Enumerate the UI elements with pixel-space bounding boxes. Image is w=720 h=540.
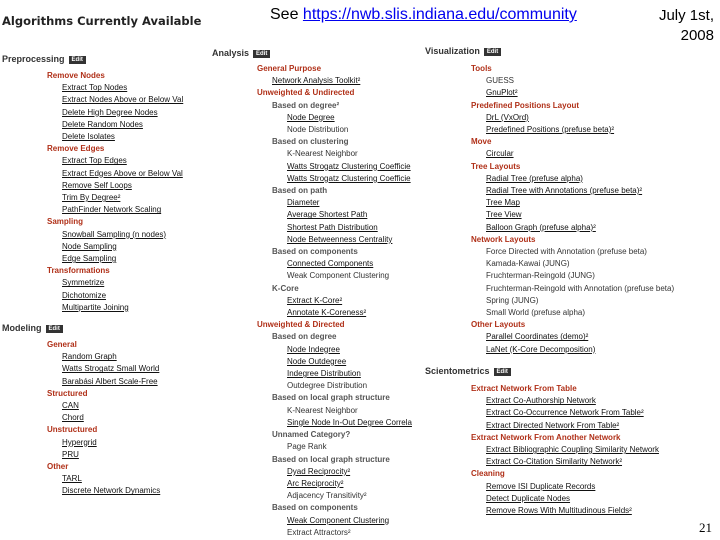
algorithm-item[interactable]: Extract Top Edges [62,156,127,166]
section-visualization [425,46,501,56]
slide-number: 21 [699,520,712,535]
algorithm-item[interactable]: Extract Co-Authorship Network [486,396,596,406]
algorithm-item[interactable]: Dyad Reciprocity² [287,466,351,476]
algorithm-item[interactable]: Node Indegree [287,344,340,354]
algorithm-item[interactable]: Delete High Degree Nodes [62,107,158,117]
algorithm-item[interactable]: LaNet (K-Core Decomposition) [486,344,596,354]
algorithm-item[interactable]: Network Analysis Toolkit² [272,76,361,86]
algorithm-item[interactable]: Dichotomize [62,290,107,300]
algorithm-item[interactable]: GnuPlot² [486,88,518,98]
section-analysis [212,48,270,58]
algorithm-item[interactable]: Radial Tree with Annotations (prefuse beta)² [486,186,643,196]
algorithm-item[interactable]: Extract Co-Citation Similarity Network² [486,457,623,467]
algorithm-item: Fruchterman-Reingold with Annotation (prefuse beta) [486,283,675,293]
category-heading: Extract Network From Another Network [471,432,621,442]
edit-button[interactable]: Edit [253,50,270,58]
category-heading: General [47,340,77,349]
section-visualization-label: Visualization [425,46,480,56]
category-heading: Unweighted & Undirected [257,88,355,98]
algorithm-item[interactable]: Tree Map [486,198,520,208]
algorithm-item[interactable]: Node Betweenness Centrality [287,234,393,244]
algorithm-item: K-Nearest Neighbor [287,405,358,415]
algorithm-item[interactable]: Detect Duplicate Nodes [486,493,571,503]
subcategory-heading: Based on components [272,247,358,257]
category-heading: Remove Edges [47,144,105,154]
category-heading: Sampling [47,217,84,227]
algorithm-item[interactable]: Extract K-Core² [287,295,343,305]
algorithm-item[interactable]: Shortest Path Distribution [287,222,378,232]
date-line-1: July 1st, [658,7,714,24]
subcategory-heading: Based on degree [272,332,337,342]
algorithm-item[interactable]: Random Graph [62,352,117,362]
preprocessing-list [47,70,183,314]
algorithm-item[interactable]: Balloon Graph (prefuse alpha)² [486,222,596,232]
algorithm-item[interactable]: Remove ISI Duplicate Records [486,481,596,491]
section-preprocessing [2,54,86,64]
algorithm-item[interactable]: Extract Co-Occurrence Network From Table² [486,408,644,418]
algorithm-item[interactable]: Extract Directed Network From Table² [486,420,620,430]
algorithm-item[interactable]: Extract Bibliographic Coupling Similarity Network [486,445,659,455]
algorithm-item[interactable]: Chord [62,413,84,423]
algorithm-item[interactable]: PRU [62,449,79,459]
category-heading: Extract Network From Table [471,384,577,393]
algorithm-item[interactable]: Tree View [486,210,522,220]
algorithm-item: Node Distribution [287,125,349,135]
algorithm-item: Small World (prefuse alpha) [486,308,586,318]
section-analysis-label: Analysis [212,48,250,58]
date-label [630,6,714,46]
category-heading: Tools [471,64,492,73]
algorithms-title: Algorithms Currently Available [2,14,202,28]
algorithm-item[interactable]: Radial Tree (prefuse alpha) [486,173,583,183]
analysis-list [257,63,421,539]
algorithm-item[interactable]: Multipartite Joining [62,302,129,312]
edit-button[interactable]: Edit [46,325,63,333]
algorithm-item[interactable]: Trim By Degree² [62,193,121,203]
date-line-2: 2008 [680,27,714,44]
edit-button[interactable]: Edit [494,368,511,376]
category-heading: Cleaning [471,469,505,479]
algorithm-item: Fruchterman-Reingold (JUNG) [486,271,595,281]
algorithm-item[interactable]: Extract Edges Above or Below Val [62,168,183,178]
algorithm-item[interactable]: TARL [62,474,82,484]
category-heading: General Purpose [257,64,322,73]
algorithm-item[interactable]: Annotate K-Coreness² [287,308,367,318]
see-community-line [270,6,577,24]
algorithm-item[interactable]: Edge Sampling [62,254,117,264]
algorithm-item[interactable]: Diameter [287,198,320,208]
subcategory-heading: Based on local graph structure [272,393,390,403]
algorithm-item[interactable]: Symmetrize [62,278,105,288]
algorithm-item[interactable]: PathFinder Network Scaling [62,205,162,215]
algorithm-item[interactable]: Extract Top Nodes [62,83,128,93]
category-heading: Other Layouts [471,320,526,330]
category-heading: Remove Nodes [47,71,105,80]
category-heading: Transformations [47,266,110,276]
edit-button[interactable]: Edit [484,48,501,56]
modeling-list [47,339,160,498]
subcategory-heading: Unnamed Category? [272,430,351,440]
section-modeling-label: Modeling [2,323,42,333]
algorithm-item[interactable]: Extract Nodes Above or Below Val [62,95,184,105]
algorithm-item[interactable]: Average Shortest Path [287,210,368,220]
algorithm-item[interactable]: Delete Isolates [62,132,115,142]
algorithm-item[interactable]: Snowball Sampling (n nodes) [62,229,167,239]
algorithm-item[interactable]: Hypergrid [62,437,97,447]
algorithm-item: GUESS [486,76,515,86]
category-heading: Predefined Positions Layout [471,100,580,110]
algorithm-item: Kamada-Kawai (JUNG) [486,259,570,269]
algorithm-item: Adjacency Transitivity² [287,491,367,501]
category-heading: Unweighted & Directed [257,320,345,330]
algorithm-item: Force Directed with Annotation (prefuse beta) [486,247,647,257]
algorithm-item[interactable]: Node Outdegree [287,356,347,366]
subcategory-heading: Based on clustering [272,137,349,147]
algorithm-item[interactable]: CAN [62,401,79,411]
community-link[interactable]: https://nwb.slis.indiana.edu/community [302,6,577,23]
subcategory-heading: Based on degree² [272,100,340,110]
visualization-list [471,63,674,356]
algorithm-item: Weak Component Clustering [287,271,390,281]
edit-button[interactable]: Edit [69,56,86,64]
subcategory-heading: K-Core [272,283,299,293]
section-scientometrics-label: Scientometrics [425,366,490,376]
algorithm-item[interactable]: Watts Strogatz Clustering Coefficie [287,173,411,183]
algorithm-item[interactable]: Connected Components [287,259,374,269]
algorithm-item[interactable]: Remove Rows With Multitudinous Fields² [486,506,632,516]
algorithm-item: Outdegree Distribution [287,381,368,391]
category-heading: Tree Layouts [471,161,521,171]
algorithm-item[interactable]: Node Degree [287,112,335,122]
section-scientometrics [425,366,511,376]
algorithm-item[interactable]: Weak Component Clustering [287,515,390,525]
scientometrics-list [471,383,659,517]
algorithm-item[interactable]: Circular [486,149,514,159]
algorithm-item[interactable]: Arc Reciprocity² [287,478,344,488]
algorithm-item[interactable]: Watts Strogatz Small World [62,364,160,374]
subcategory-heading: Based on local graph structure [272,454,390,464]
category-heading: Network Layouts [471,234,536,244]
algorithm-item[interactable]: Discrete Network Dynamics [62,486,161,496]
algorithm-item: Spring (JUNG) [486,295,539,305]
algorithm-item[interactable]: Predefined Positions (prefuse beta)² [486,125,615,135]
subcategory-heading: Based on path [272,186,328,196]
section-modeling [2,323,63,333]
see-prefix: See [270,6,303,23]
algorithm-item[interactable]: Barabási Albert Scale-Free [62,376,158,386]
algorithm-item[interactable]: Indegree Distribution [287,369,361,379]
algorithm-item[interactable]: Remove Self Loops [62,180,132,190]
category-heading: Structured [47,388,88,398]
algorithm-item[interactable]: DrL (VxOrd) [486,112,529,122]
algorithm-item: Extract Attractors² [287,527,351,537]
subcategory-heading: Based on components [272,503,358,513]
algorithm-item[interactable]: Single Node In-Out Degree Correla [287,417,412,427]
algorithm-item[interactable]: Parallel Coordinates (demo)² [486,332,589,342]
algorithm-item: Page Rank [287,442,327,452]
section-preprocessing-label: Preprocessing [2,54,65,64]
category-heading: Other [47,462,69,472]
category-heading: Unstructured [47,425,98,435]
algorithm-item[interactable]: Watts Strogatz Clustering Coefficie [287,161,411,171]
algorithm-item: K-Nearest Neighbor [287,149,358,159]
algorithm-item[interactable]: Delete Random Nodes [62,119,143,129]
algorithm-item[interactable]: Node Sampling [62,241,117,251]
category-heading: Move [471,137,492,147]
